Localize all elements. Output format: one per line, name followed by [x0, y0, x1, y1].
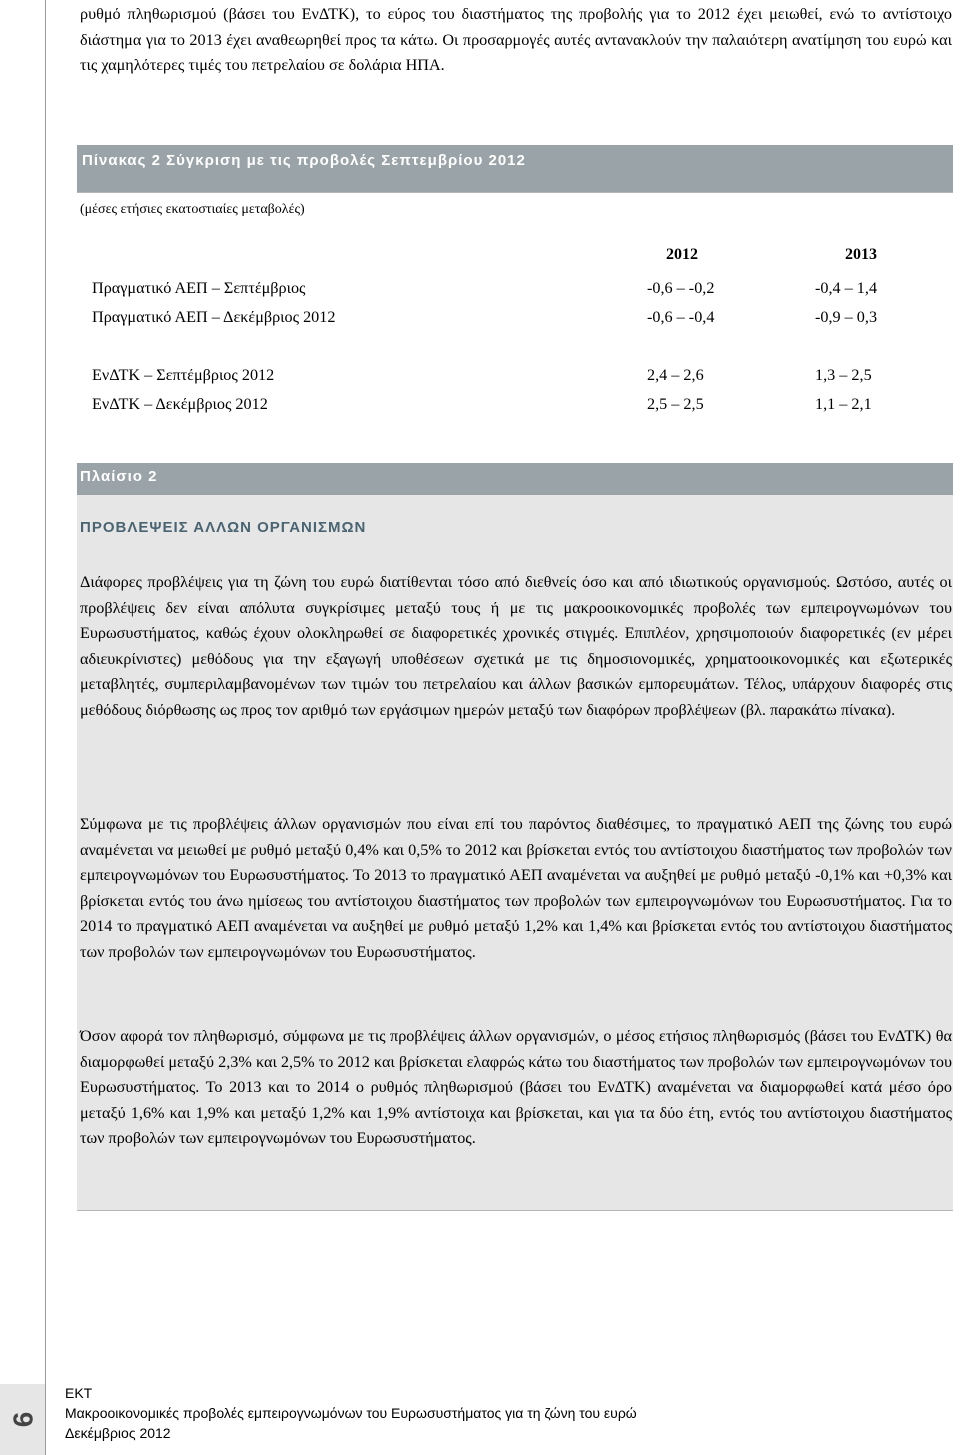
row-value-2013: 1,1 – 2,1 [815, 395, 872, 413]
box-bottom-rule [77, 1210, 953, 1211]
table-row [92, 391, 922, 417]
box-heading: ΠΡΟΒΛΕΨΕΙΣ ΑΛΛΩΝ ΟΡΓΑΝΙΣΜΩΝ [80, 519, 367, 536]
footer-date: Δεκέμβριος 2012 [65, 1425, 171, 1441]
row-label: Πραγματικό ΑΕΠ – Σεπτέμβριος [92, 279, 306, 297]
row-label: ΕνΔΤΚ – Δεκέμβριος 2012 [92, 395, 268, 413]
column-header-2013: 2013 [845, 246, 877, 263]
left-margin-rule [45, 0, 46, 1455]
table-title-rule [77, 192, 953, 193]
row-value-2012: -0,6 – -0,2 [647, 279, 715, 297]
table-title: Πίνακας 2 Σύγκριση με τις προβολές Σεπτεμβρίου 2012 [77, 145, 953, 192]
box-label: Πλαίσιο 2 [80, 468, 158, 485]
table-row [92, 304, 922, 330]
box-label-band [77, 463, 953, 495]
page-number: 6 [6, 1411, 38, 1428]
row-label: Πραγματικό ΑΕΠ – Δεκέμβριος 2012 [92, 308, 336, 326]
intro-paragraph: ρυθμό πληθωρισμού (βάσει του ΕνΔΤΚ), το εύρος του διαστήματος της προβολής για το 2012 έχει μειωθεί, ενώ το αντίστοιχο διάστημα για το 2013 έχει αναθεωρηθεί προς τα κάτω. Οι προσαρμογές αυτές αντανακλούν την παλαιότερη ανατίμηση του ευρώ και τις χαμηλότερες τιμές του πετρελαίου σε δολάρια ΗΠΑ. [80, 5, 952, 75]
row-value-2012: 2,5 – 2,5 [647, 395, 704, 413]
box-paragraph-3: Όσον αφορά τον πληθωρισμό, σύμφωνα με τις προβλέψεις άλλων οργανισμών, ο μέσος ετήσιος πληθωρισμός (βάσει του ΕνΔΤΚ) θα διαμορφωθεί μεταξύ 2,3% και 2,5% το 2012 και βρίσκεται ελαφρώς κάτω του διαστήματος των προβολών των εμπειρογνωμόνων του Ευρωσυστήματος. Το 2013 και το 2014 ο ρυθμός πληθωρισμού (βάσει του ΕνΔΤΚ) αναμένεται να διαμορφωθεί κατά μέσο όρο μεταξύ 1,6% και 1,9% και μεταξύ 1,2% και 1,9% αντίστοιχα και βρίσκεται, και για τα δύο έτη, εντός του αντίστοιχου διαστήματος των προβολών των εμπειρογνωμόνων του Ευρωσυστήματος. [80, 1027, 952, 1148]
box-paragraph-2: Σύμφωνα με τις προβλέψεις άλλων οργανισμών που είναι επί του παρόντος διαθέσιμες, το πραγματικό ΑΕΠ της ζώνης του ευρώ αναμένεται να μειωθεί με ρυθμό μεταξύ 0,4% και 0,5% το 2012 και βρίσκεται εντός του αντίστοιχου διαστήματος των προβολών των εμπειρογνωμόνων του Ευρωσυστήματος. Το 2013 το πραγματικό ΑΕΠ αναμένεται να αυξηθεί με ρυθμό μεταξύ -0,1% και +0,3% και βρίσκεται εντός του άνω ημίσεως του αντίστοιχου διαστήματος των προβολών των εμπειρογνωμόνων του Ευρωσυστήματος. Για το 2014 το πραγματικό ΑΕΠ αναμένεται να αυξηθεί με ρυθμό μεταξύ 1,2% και 1,4% και βρίσκεται εντός του αντίστοιχου διαστήματος των προβολών των εμπειρογνωμόνων του Ευρωσυστήματος. [80, 815, 952, 961]
row-value-2012: -0,6 – -0,4 [647, 308, 715, 326]
row-label: ΕνΔΤΚ – Σεπτέμβριος 2012 [92, 366, 275, 384]
table-row [92, 362, 922, 388]
box-paragraph-1: Διάφορες προβλέψεις για τη ζώνη του ευρώ διατίθενται τόσο από διεθνείς όσο και από ιδιωτικούς οργανισμούς. Ωστόσο, αυτές οι προβλέψεις δεν είναι απόλυτα συγκρίσιμες μεταξύ τους ή με τις μακροοικονομικές προβολές των εμπειρογνωμόνων του Ευρωσυστήματος, καθώς έχουν ολοκληρωθεί σε διαφορετικές χρονικές στιγμές. Επιπλέον, χρησιμοποιούν διαφορετικές (εν μέρει αδιευκρίνιστες) μεθόδους για την εξαγωγή υποθέσεων σχετικά με τις δημοσιονομικές, χρηματοοικονομικές και εξωτερικές μεταβλητές, συμπεριλαμβανομένων των τιμών του πετρελαίου και άλλων βασικών εμπορευμάτων. Τέλος, υπάρχουν διαφορές στις μεθόδους διόρθωσης ως προς τον αριθμό των εργάσιμων ημερών μεταξύ των διαφόρων προβλέψεων (βλ. παρακάτω πίνακα). [80, 573, 952, 719]
footer-org: ΕΚΤ [65, 1385, 93, 1401]
row-value-2013: -0,4 – 1,4 [815, 279, 878, 297]
column-header-2012: 2012 [666, 246, 698, 263]
row-value-2012: 2,4 – 2,6 [647, 366, 704, 384]
table-subtitle: (μέσες ετήσιες εκατοστιαίες μεταβολές) [80, 202, 305, 217]
row-value-2013: -0,9 – 0,3 [815, 308, 878, 326]
table-row [92, 275, 922, 301]
page-footer [65, 1383, 637, 1443]
footer-publication: Μακροοικονομικές προβολές εμπειρογνωμόνων του Ευρωσυστήματος για τη ζώνη του ευρώ [65, 1405, 637, 1421]
row-value-2013: 1,3 – 2,5 [815, 366, 872, 384]
